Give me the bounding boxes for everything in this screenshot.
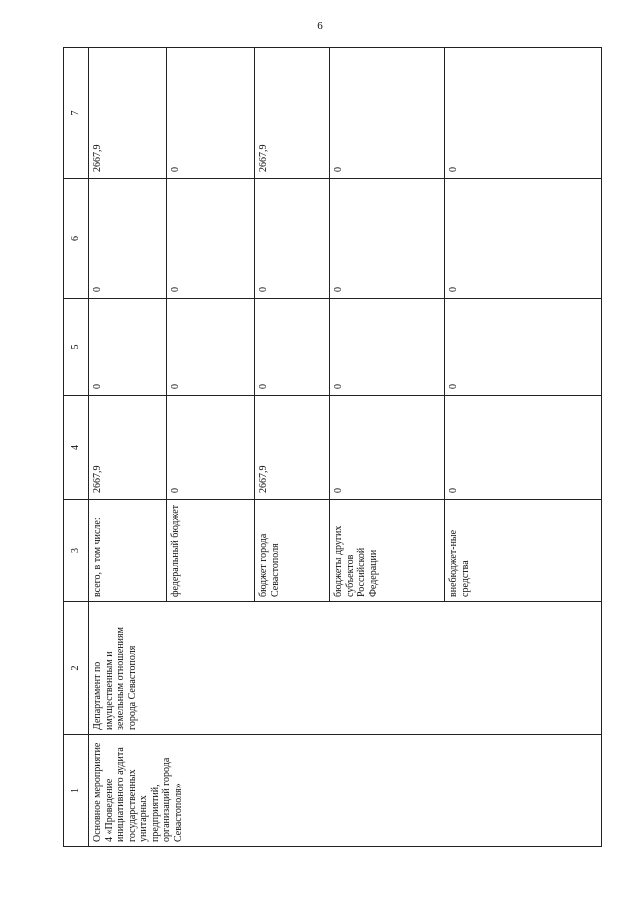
- value-cell: 0: [330, 299, 445, 396]
- source-cell: федеральный бюджет: [167, 500, 255, 602]
- value-cell: 2667,9: [255, 48, 330, 179]
- value-cell: 2667,9: [255, 396, 330, 500]
- value-cell: 2667,9: [89, 48, 167, 179]
- value-cell: 0: [167, 299, 255, 396]
- value-cell: 0: [89, 299, 167, 396]
- value-cell: 0: [330, 179, 445, 299]
- value-cell: 0: [445, 48, 602, 179]
- source-cell: бюджеты других субъектов Российской Федерации: [330, 500, 445, 602]
- executor-cell: Департамент по имущественным и земельным отношениям города Севастополя: [89, 602, 602, 735]
- rotated-table-container: [63, 48, 601, 847]
- value-cell: 0: [445, 396, 602, 500]
- source-cell: бюджет города Севастополя: [255, 500, 330, 602]
- funding-table: [63, 47, 602, 847]
- value-cell: 0: [445, 179, 602, 299]
- header-col-1: 1: [64, 735, 89, 847]
- value-cell: 0: [89, 179, 167, 299]
- value-cell: 0: [445, 299, 602, 396]
- header-col-6: 6: [64, 179, 89, 299]
- source-cell: внебюджет-ные средства: [445, 500, 602, 602]
- table-row: [89, 48, 167, 847]
- page-number: 6: [317, 20, 323, 32]
- source-cell: всего, в том числе:: [89, 500, 167, 602]
- value-cell: 0: [167, 179, 255, 299]
- header-col-3: 3: [64, 500, 89, 602]
- value-cell: 0: [167, 396, 255, 500]
- header-col-7: 7: [64, 48, 89, 179]
- activity-cell: Основное мероприятие 4 «Проведение инициативного аудита государственных унитарных предприятий, организаций города Севастополя»: [89, 735, 602, 847]
- value-cell: 0: [167, 48, 255, 179]
- value-cell: 0: [255, 179, 330, 299]
- value-cell: 0: [255, 299, 330, 396]
- header-col-2: 2: [64, 602, 89, 735]
- header-col-4: 4: [64, 396, 89, 500]
- value-cell: 2667,9: [89, 396, 167, 500]
- header-col-5: 5: [64, 299, 89, 396]
- value-cell: 0: [330, 396, 445, 500]
- value-cell: 0: [330, 48, 445, 179]
- table-header-row: [64, 48, 89, 847]
